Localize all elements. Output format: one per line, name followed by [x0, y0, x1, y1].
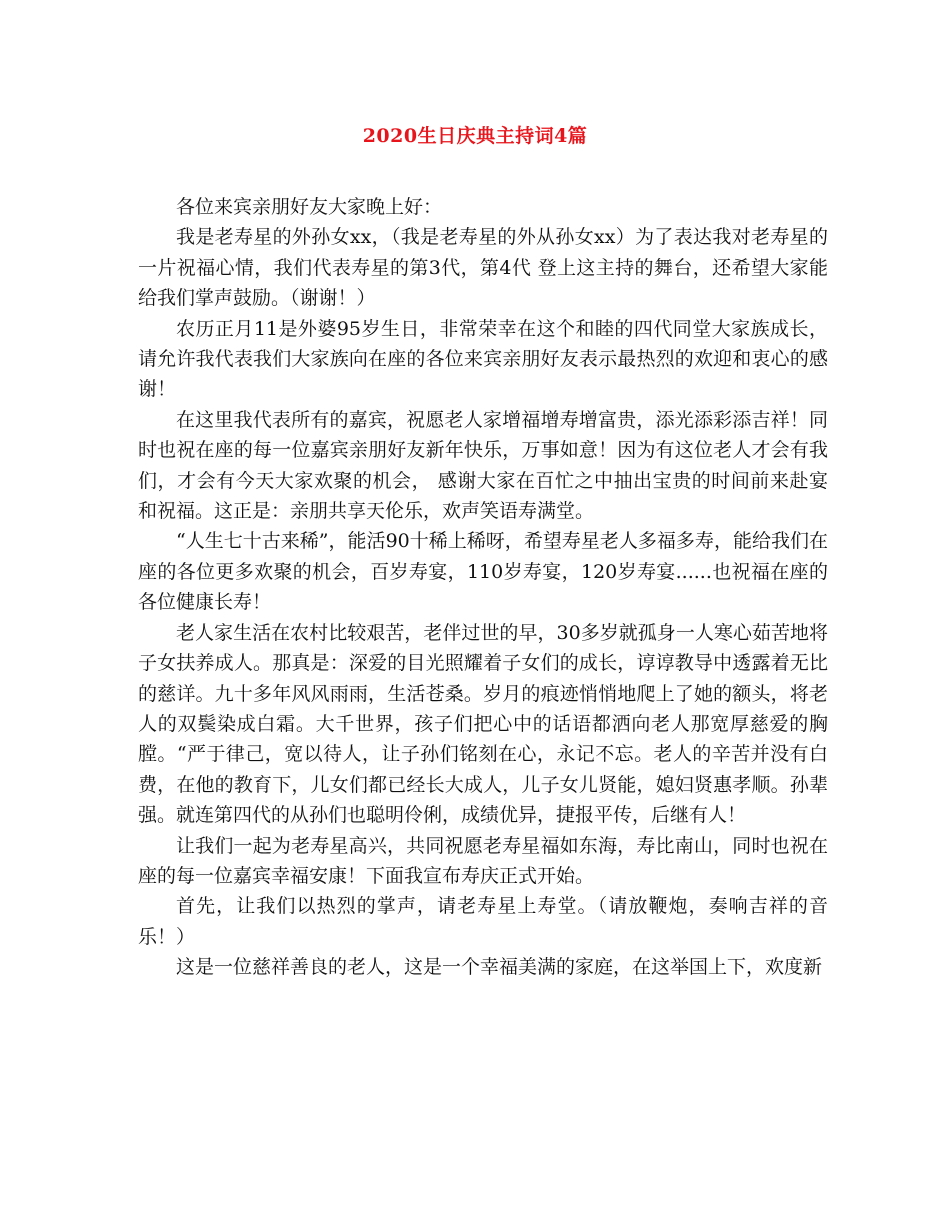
paragraph: 在这里我代表所有的嘉宾，祝愿老人家增福增寿增富贵，添光添彩添吉祥！同时也祝在座的每一位嘉宾亲朋好友新年快乐，万事如意！因为有这位老人才会有我们，才会有今天大家欢聚的机会， 感谢大家在百忙之中抽出宝贵的时间前来赴宴和祝福。这正是：亲朋共享天伦乐，欢声笑语寿满堂。 — [138, 408, 828, 523]
paragraph: 农历正月11是外婆95岁生日，非常荣幸在这个和睦的四代同堂大家族成长，请允许我代表我们大家族向在座的各位来宾亲朋好友表示最热烈的欢迎和衷心的感谢！ — [138, 317, 828, 401]
paragraph: 这是一位慈祥善良的老人，这是一个幸福美满的家庭，在这举国上下，欢度新 — [176, 956, 823, 979]
paragraph: “人生七十古来稀”，能活90十稀上稀呀，希望寿星老人多福多寿，能给我们在座的各位更多欢聚的机会，百岁寿宴，110岁寿宴，120岁寿宴......也祝福在座的各位健康长寿！ — [138, 530, 828, 614]
paragraph: 各位来宾亲朋好友大家晚上好： — [176, 196, 443, 218]
document-title: 2020生日庆典主持词4篇 — [362, 125, 588, 147]
document-body — [138, 192, 828, 983]
paragraph: 老人家生活在农村比较艰苦，老伴过世的早，30多岁就孤身一人寒心茹苦地将子女扶养成人。那真是：深爱的目光照耀着子女们的成长，谆谆教导中透露着无比的慈详。九十多年风风雨雨，生活苍桑。岁月的痕迹悄悄地爬上了她的额头，将老人的双鬓染成白霜。大千世界，孩子们把心中的话语都洒向老人那宽厚慈爱的胸膛。“严于律己，宽以待人，让子孙们铭刻在心，永记不忘。老人的辛苦并没有白费，在他的教育下，儿女们都已经长大成人，儿子女儿贤能，媳妇贤惠孝顺。孙辈强。就连第四代的从孙们也聪明伶俐，成绩优异，捷报平传，后继有人！ — [138, 621, 828, 827]
paragraph: 我是老寿星的外孙女xx，（我是老寿星的外从孙女xx）为了表达我对老寿星的一片祝福心情，我们代表寿星的第3代，第4代 登上这主持的舞台，还希望大家能给我们掌声鼓励。（谢谢！） — [138, 226, 828, 310]
paragraph: 让我们一起为老寿星高兴，共同祝愿老寿星福如东海，寿比南山，同时也祝在座的每一位嘉宾幸福安康！下面我宣布寿庆正式开始。 — [138, 834, 828, 887]
paragraph: 首先，让我们以热烈的掌声，请老寿星上寿堂。（请放鞭炮，奏响吉祥的音乐！） — [138, 895, 828, 948]
